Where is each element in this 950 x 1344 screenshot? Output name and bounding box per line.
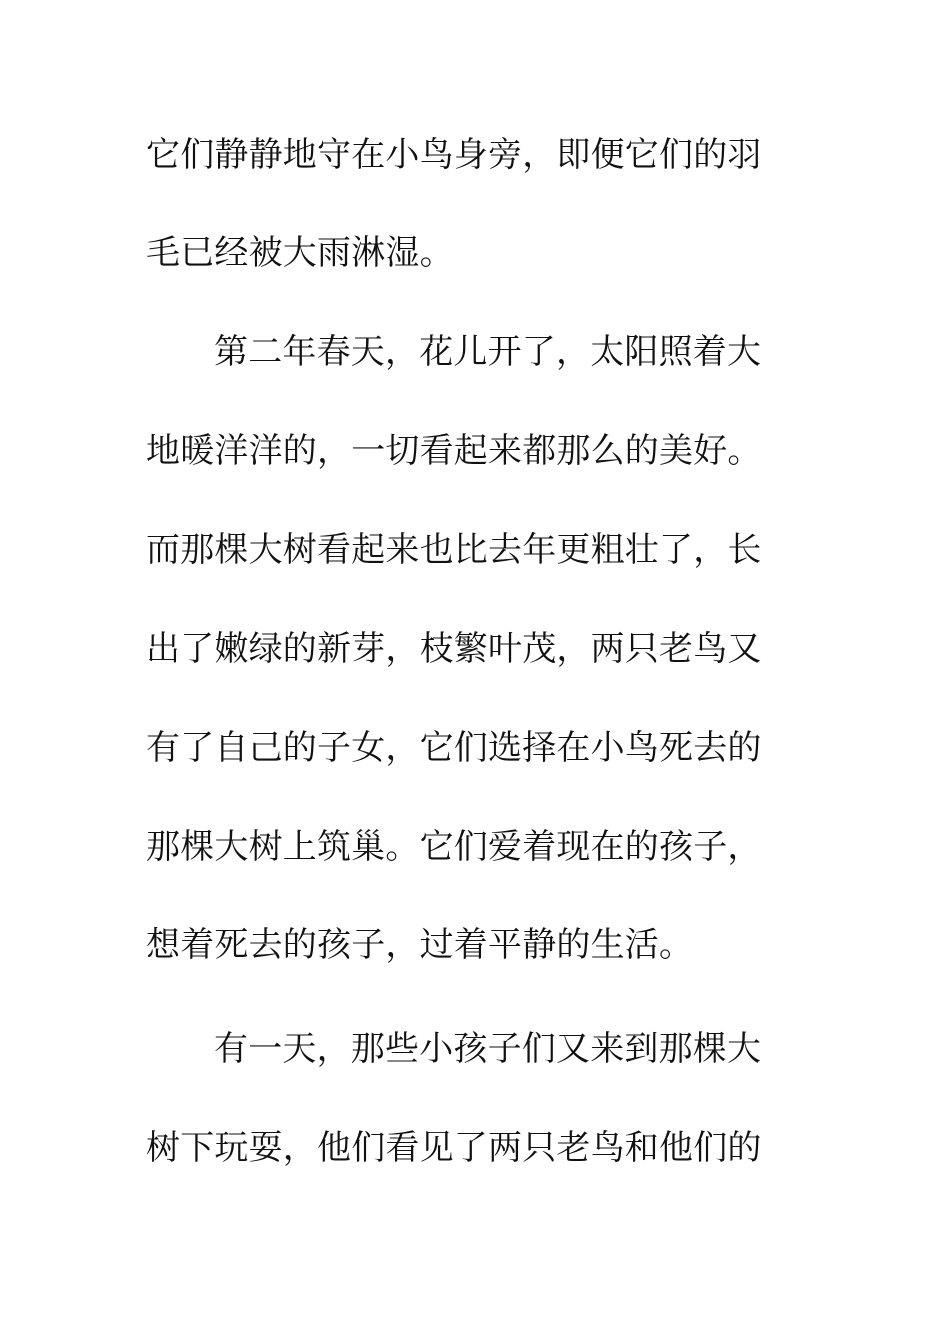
text-line: 那棵大树上筑巢。它们爱着现在的孩子， — [146, 827, 762, 867]
text-line: 地暖洋洋的，一切看起来都那么的美好。 — [146, 431, 762, 471]
text-line: 而那棵大树看起来也比去年更粗壮了，长 — [146, 530, 762, 570]
text-line: 毛已经被大雨淋湿。 — [146, 233, 454, 273]
paragraph-start-line: 有一天，那些小孩子们又来到那棵大 — [214, 1029, 762, 1069]
text-line: 它们静静地守在小鸟身旁，即便它们的羽 — [146, 135, 762, 175]
text-line: 出了嫩绿的新芽，枝繁叶茂，两只老鸟又 — [146, 629, 762, 669]
paragraph-start-line: 第二年春天，花儿开了，太阳照着大 — [214, 332, 762, 372]
text-line: 有了自己的子女，它们选择在小鸟死去的 — [146, 728, 762, 768]
text-line: 树下玩耍，他们看见了两只老鸟和他们的 — [146, 1128, 762, 1168]
text-line: 想着死去的孩子，过着平静的生活。 — [146, 925, 694, 965]
